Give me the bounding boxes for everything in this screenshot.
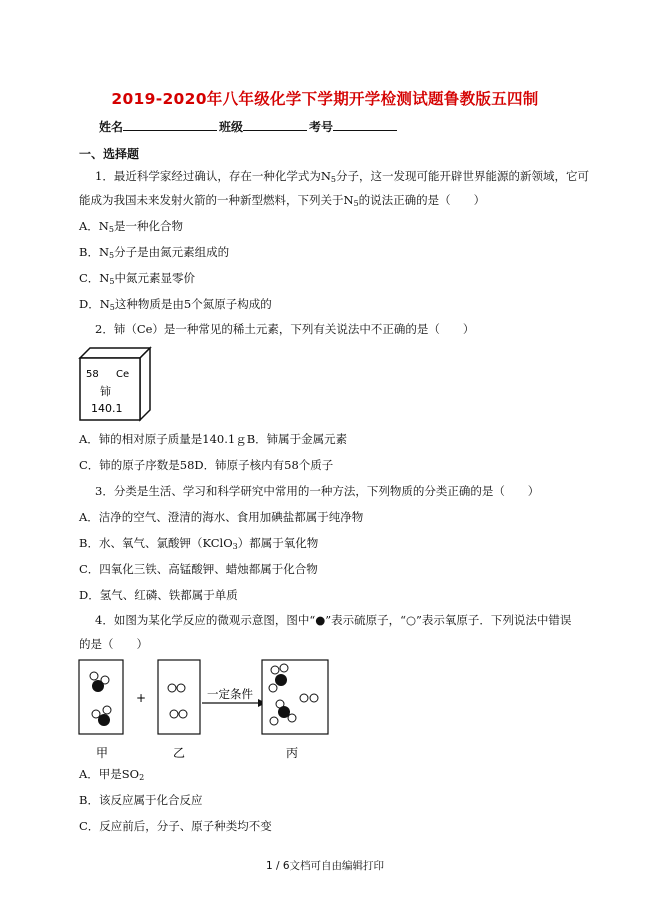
exam-no-label: 考号 — [309, 120, 334, 134]
q4-option-a: A．甲是$SO_2$ — [79, 767, 145, 782]
label-yi: 乙 — [172, 746, 186, 760]
q4-stem-line1: 4．如图为某化学反应的微观示意图，图中“●”表示硫原子，“○”表示氧原子．下列说法中错误 — [95, 613, 572, 627]
name-blank — [123, 119, 217, 131]
q3-option-b: B．水、氧气、氯酸钾（KClO$_3$）都属于氧化物 — [79, 536, 319, 551]
element-symbol: Ce — [116, 369, 130, 380]
reaction-condition: 一定条件 — [207, 687, 253, 701]
box-yi — [158, 660, 200, 734]
q3-option-c: C．四氧化三铁、高锰酸钾、蜡烛都属于化合物 — [79, 562, 318, 576]
q3-option-d: D．氢气、红磷、铁都属于单质 — [79, 588, 238, 602]
page-title: 2019-2020年八年级化学下学期开学检测试题鲁教版五四制 — [111, 90, 539, 108]
cerium-element-card — [78, 346, 152, 422]
label-jia: 甲 — [95, 746, 109, 760]
page-footer: 1 / 6文档可自由编辑打印 — [265, 860, 385, 872]
q1-option-d: D．$N_5$这种物质是由5个氮原子构成的 — [79, 297, 272, 312]
q4-stem-line2: 的是（ ） — [79, 637, 148, 651]
label-bing: 丙 — [285, 746, 299, 760]
q1-option-c: C．$N_5$中氮元素显零价 — [79, 271, 195, 286]
q1-stem-line2: 能成为我国未来发射火箭的一种新型燃料，下列关于$N_5$的说法正确的是（ ） — [79, 193, 486, 208]
plus-sign: + — [135, 691, 147, 705]
name-label: 姓名 — [99, 120, 124, 134]
element-number: 58 — [86, 369, 99, 380]
section-heading: 一、选择题 — [79, 147, 140, 161]
q3-option-a: A．洁净的空气、澄清的海水、食用加碘盐都属于纯净物 — [79, 510, 364, 524]
element-name: 铈 — [100, 385, 111, 398]
q2-options-ab: A．铈的相对原子质量是140.1ｇB．铈属于金属元素 — [79, 432, 348, 446]
class-label: 班级 — [219, 120, 244, 134]
q1-option-b: B．$N_5$分子是由氮元素组成的 — [79, 245, 230, 260]
q2-stem: 2．铈（Ce）是一种常见的稀土元素，下列有关说法中不正确的是（ ） — [95, 322, 475, 336]
q4-option-c: C．反应前后，分子、原子种类均不变 — [79, 819, 272, 833]
q3-stem: 3．分类是生活、学习和科学研究中常用的一种方法，下列物质的分类正确的是（ ） — [95, 484, 540, 498]
q1-option-a: A．$N_5$是一种化合物 — [79, 219, 183, 234]
element-mass: 140.1 — [91, 402, 123, 415]
q2-options-cd: C．铈的原子序数是58D．铈原子核内有58个质子 — [79, 458, 334, 472]
class-blank — [243, 119, 307, 131]
q4-option-b: B．该反应属于化合反应 — [79, 793, 203, 807]
reaction-diagram — [78, 656, 338, 764]
student-info-row — [99, 118, 399, 135]
q1-stem-line1: 1．最近科学家经过确认，存在一种化学式为$N_5$分子，这一发现可能开辟世界能源的新领域，它可 — [95, 169, 589, 184]
exam-no-blank — [333, 119, 397, 131]
